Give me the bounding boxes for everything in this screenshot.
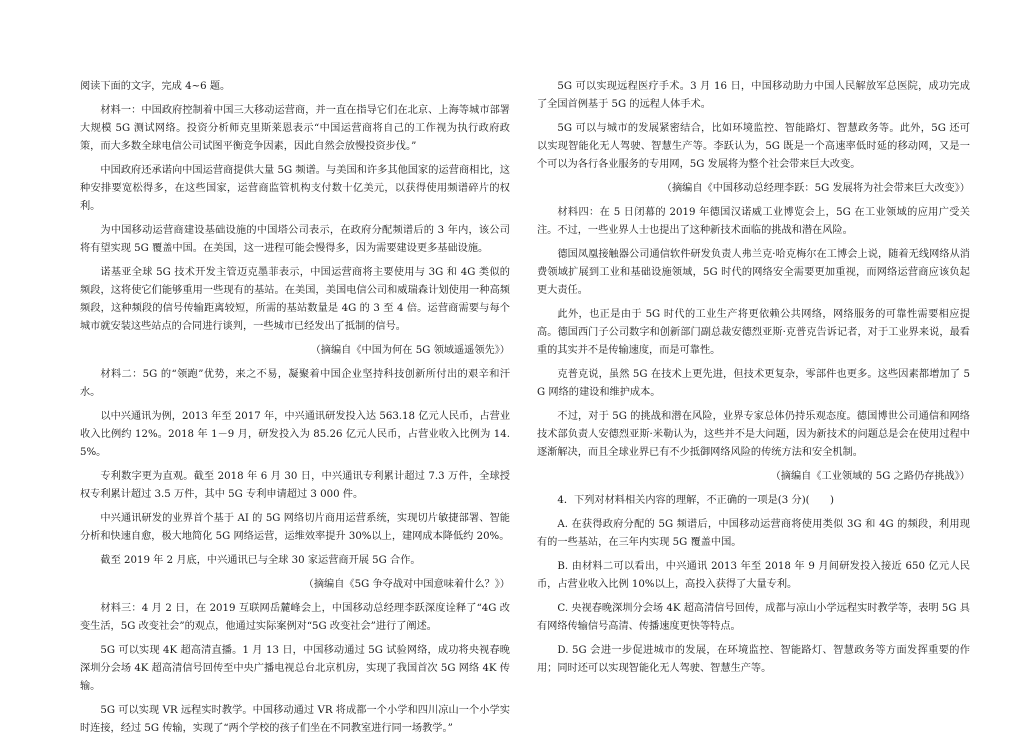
question-4-option-a: A. 在获得政府分配的 5G 频谱后，中国移动运营商将使用类似 3G 和 4G 的频段，利用现有的一些基站，在三年内实现 5G 覆盖中国。 — [537, 519, 970, 548]
material-4-paragraph-5: 不过，对于 5G 的挑战和潜在风险，业界专家总体仍持乐观态度。德国博世公司通信和网络技术部负责人安德烈亚斯·米勒认为，这些并不是大问题，因为新技术的问题总是会在使用过程中逐渐解决，而且全球业界已有不少抵御网络风险的传统方法和安全机制。 — [537, 411, 970, 458]
material-1-source: （摘编自《中国为何在 5G 领域遥遥领先》） — [310, 345, 510, 356]
instruction: 阅读下面的文字，完成 4~6 题。 — [80, 81, 231, 92]
material-3-paragraph-5: 5G 可以与城市的发展紧密结合，比如环境监控、智能路灯、智慧政务等。此外，5G 还可以实现智能化无人驾驶、智慧生产等。李跃认为，5G 既是一个高速率低时延的移动网，又是一个可以为各行各业服务的专用网，5G 发展将为整个社会带来巨大改变。 — [537, 123, 970, 170]
material-3-paragraph-1: 材料三：4 月 2 日，在 2019 互联网岳麓峰会上，中国移动总经理李跃深度诠释了“4G 改变生活，5G 改变社会”的观点，他通过实际案例对“5G 改变社会”进行了阐述。 — [80, 603, 510, 632]
material-2-paragraph-5: 截至 2019 年 2 月底，中兴通讯已与全球 30 家运营商开展 5G 合作。 — [100, 555, 421, 566]
material-4-paragraph-4: 克普克说，虽然 5G 在技术上更先进，但技术更复杂，零部件也更多。这些因素都增加了 5G 网络的建设和维护成本。 — [537, 369, 970, 398]
material-1-paragraph-3: 为中国移动运营商建设基础设施的中国塔公司表示，在政府分配频谱后的 3 年内，该公司将有望实现 5G 覆盖中国。在美国，这一进程可能会慢得多，因为需要建设更多基础设施。 — [80, 225, 510, 254]
right-column — [537, 78, 970, 684]
question-4-option-b: B. 由材料二可以看出，中兴通讯 2013 年至 2018 年 9 月间研发投入接近 650 亿元人民币，占营业收入比例 10%以上，高投入获得了大量专利。 — [537, 561, 970, 590]
material-2-paragraph-3: 专利数字更为直观。截至 2018 年 6 月 30 日，中兴通讯专利累计超过 7.3 万件，全球授权专利累计超过 3.5 万件，其中 5G 专利申请超过 3 000 件。 — [80, 471, 510, 500]
material-1-paragraph-4: 诺基亚全球 5G 技术开发主管迈克墨菲表示，中国运营商将主要使用与 3G 和 4G 类似的频段，这将使它们能够重用一些现有的基站。在美国，美国电信公司和威瑞森计划使用一种高频频段，这种频段的信号传输距离较短，所需的基站数量是 4G 的 3 至 4 倍。运营商需要与每个城市就安装这些站点的合同进行谈判，一些城市已经发出了抵制的信号。 — [80, 267, 510, 332]
material-4-paragraph-3: 此外，也正是由于 5G 时代的工业生产将更依赖公共网络，网络服务的可靠性需要相应提高。德国西门子公司数字和创新部门副总裁安德烈亚斯·克普克告诉记者，对于工业界来说，最看重的其实并不是传输速度，而是可靠性。 — [537, 309, 970, 356]
material-1-paragraph-2: 中国政府还承诺向中国运营商提供大量 5G 频谱。与美国和许多其他国家的运营商相比，这种安排要宽松得多，在这些国家，运营商监管机构支付数十亿美元，以获得使用频谱碎片的权利。 — [80, 165, 510, 212]
material-2-source: （摘编自《5G 争夺战对中国意味着什么？》） — [303, 579, 510, 590]
question-4-option-d: D. 5G 会进一步促进城市的发展，在环境监控、智能路灯、智慧政务等方面发挥重要的作用；同时还可以实现智能化无人驾驶、智慧生产等。 — [537, 645, 970, 674]
material-2-paragraph-4: 中兴通讯研发的业界首个基于 AI 的 5G 网络切片商用运营系统，实现切片敏捷部署、智能分析和快速自愈，极大地简化 5G 网络运营，运维效率提升 30%以上，建网成本降低约 20%。 — [80, 513, 510, 542]
material-3-paragraph-3: 5G 可以实现 VR 远程实时教学。中国移动通过 VR 将成都一个小学和四川凉山一个小学实时连接，经过 5G 传输，实现了“两个学校的孩子们坐在不同教室进行同一场教学。” — [80, 705, 510, 734]
material-2-paragraph-2: 以中兴通讯为例，2013 年至 2017 年，中兴通讯研发投入达 563.18 亿元人民币，占营业收入比例约 12%。2018 年 1－9 月，研发投入为 85.26 亿元人民币，占营业收入比例为 14.5%。 — [80, 411, 510, 458]
material-3-paragraph-4: 5G 可以实现远程医疗手术。3 月 16 日，中国移动助力中国人民解放军总医院，成功完成了全国首例基于 5G 的远程人体手术。 — [537, 81, 970, 110]
material-1-paragraph-1: 材料一：中国政府控制着中国三大移动运营商，并一直在指导它们在北京、上海等城市部署大规模 5G 测试网络。投资分析师克里斯莱恩表示“中国运营商将自己的工作视为执行政府政策，而大多数全球电信公司试图平衡竞争因素，因此自然会放慢投资步伐。” — [80, 105, 510, 152]
material-4-source: （摘编自《工业领域的 5G 之路仍存挑战》） — [770, 471, 970, 482]
material-3-source: （摘编自《中国移动总经理李跃：5G 发展将为社会带来巨大改变》） — [661, 183, 970, 194]
material-3-paragraph-2: 5G 可以实现 4K 超高清直播。1 月 13 日，中国移动通过 5G 试验网络，成功将央视春晚深圳分会场 4K 超高清信号回传至中央广播电视总台北京机房，实现了我国首次 5G 网络 4K 传输。 — [80, 645, 510, 692]
question-4-option-c: C. 央视春晚深圳分会场 4K 超高清信号回传，成都与凉山小学远程实时教学等，表明 5G 具有网络传输信号高清、传播速度更快等特点。 — [537, 603, 970, 632]
material-4-paragraph-2: 德国凤凰接触器公司通信软件研发负责人弗兰克·哈克梅尔在工博会上说，随着无线网络从消费领域扩展到工业和基础设施领域，5G 时代的网络安全需要更加重视，而网络运营商应该负起更大责任。 — [537, 249, 970, 296]
material-2-paragraph-1: 材料二：5G 的“领跑”优势，来之不易，凝聚着中国企业坚持科技创新所付出的艰辛和汗水。 — [80, 369, 510, 398]
question-4-stem: 4．下列对材料相关内容的理解，不正确的一项是(3 分)( ) — [557, 495, 834, 506]
material-4-paragraph-1: 材料四：在 5 日闭幕的 2019 年德国汉诺威工业博览会上，5G 在工业领域的应用广受关注。不过，一些业界人士也提出了这种新技术面临的挑战和潜在风险。 — [537, 207, 970, 236]
left-column — [80, 78, 510, 744]
